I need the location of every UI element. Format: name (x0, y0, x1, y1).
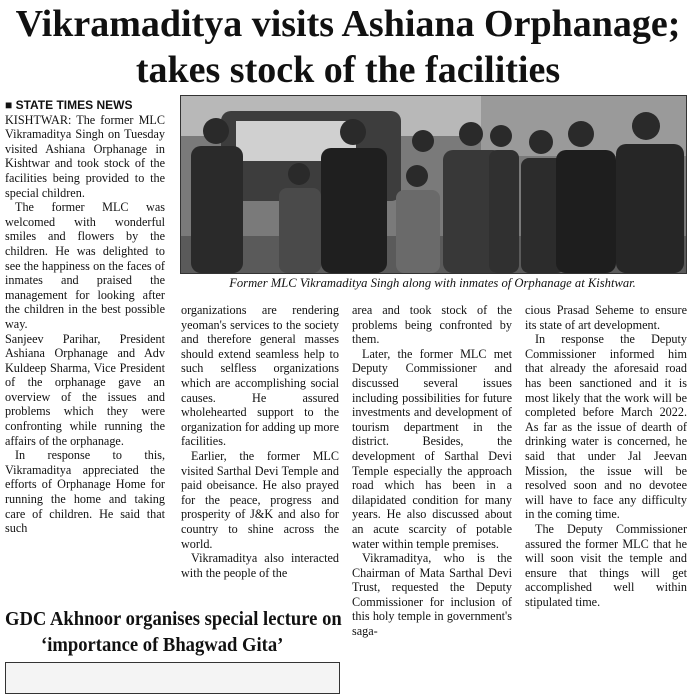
paragraph: Later, the former MLC met Deputy Commissioner and discussed several issues including possibilities for future investments and development of tourism department in the district. Besides, the development of Sarthal Devi Temple especially the approach road which has been in a dilapidated condition for many years. He also discussed about an acute scarcity of potable water within temple premises. (352, 346, 512, 551)
second-headline-line1: GDC Akhnoor organises special lecture on (5, 608, 342, 630)
paragraph: organizations are rendering yeoman's services to the society and therefore general masses should extend seamless help to such selfless organizations which are accomplishing social causes. He assured wholehearted support to the organization for adding up more facilities. (181, 303, 339, 449)
paragraph: The Deputy Commissioner assured the former MLC that he will soon visit the temple and ensure that things will get accomplished well within stipulated time. (525, 521, 687, 609)
main-headline-line1: Vikramaditya visits Ashiana Orphanage; (15, 3, 681, 45)
paragraph: In response to this, Vikramaditya appreciated the efforts of Orphanage Home for running the home and taking care of children. He said that such (5, 448, 165, 536)
main-headline-line2: takes stock of the facilities (135, 49, 561, 91)
photo-caption: Former MLC Vikramaditya Singh along with inmates of Orphanage at Kishtwar. (229, 276, 636, 290)
paragraph: The former MLC was welcomed with wonderful smiles and flowers by the children. He was delighted to see the happiness on the faces of inmates and praised the management for looking after the children in the best possible way. (5, 200, 165, 331)
photo-illustration (181, 96, 686, 273)
article-column-4 (525, 303, 687, 609)
paragraph: area and took stock of the problems being confronted by them. (352, 303, 512, 347)
paragraph: Earlier, the former MLC visited Sarthal Devi Temple and paid obeisance. He also prayed for the peace, progress and prosperity of J&K and also for country to shine across the world. (181, 448, 339, 551)
paragraph: In response the Deputy Commissioner informed him that already the aforesaid road has been sanctioned and it is most likely that the work will be completed before March 2022. As far as the issue of dearth of drinking water is concerned, he said that under Jal Jeevan Mission, the issue will be resolved soon and no devotee will have to face any difficulty in the coming time. (525, 332, 687, 522)
article-column-2 (181, 303, 339, 580)
second-article-photo-frame (5, 662, 340, 694)
news-photo (180, 95, 687, 274)
article-column-1 (5, 98, 165, 536)
paragraph: Vikramaditya, who is the Chairman of Mata Sarthal Devi Trust, requested the Deputy Commissioner for inclusion of this holy temple in government's saga- (352, 551, 512, 639)
paragraph: Sanjeev Parihar, President Ashiana Orphanage and Adv Kuldeep Sharma, Vice President of the orphanage gave an overview of the issues and problems which they were confronting while running the affairs of the orphanage. (5, 331, 165, 448)
second-headline-line2: ‘importance of Bhagwad Gita’ (41, 634, 284, 656)
second-headline (5, 606, 342, 658)
article-column-3 (352, 303, 512, 639)
byline: ■ STATE TIMES NEWS (5, 98, 133, 112)
paragraph: Vikramaditya also interacted with the people of the (181, 551, 339, 580)
paragraph: KISHTWAR: The former MLC Vikramaditya Singh on Tuesday visited Ashiana Orphanage in Kishtwar and took stock of the facilities being provided to the special children. (5, 112, 165, 200)
paragraph: cious Prasad Seheme to ensure its state of art development. (525, 303, 687, 332)
